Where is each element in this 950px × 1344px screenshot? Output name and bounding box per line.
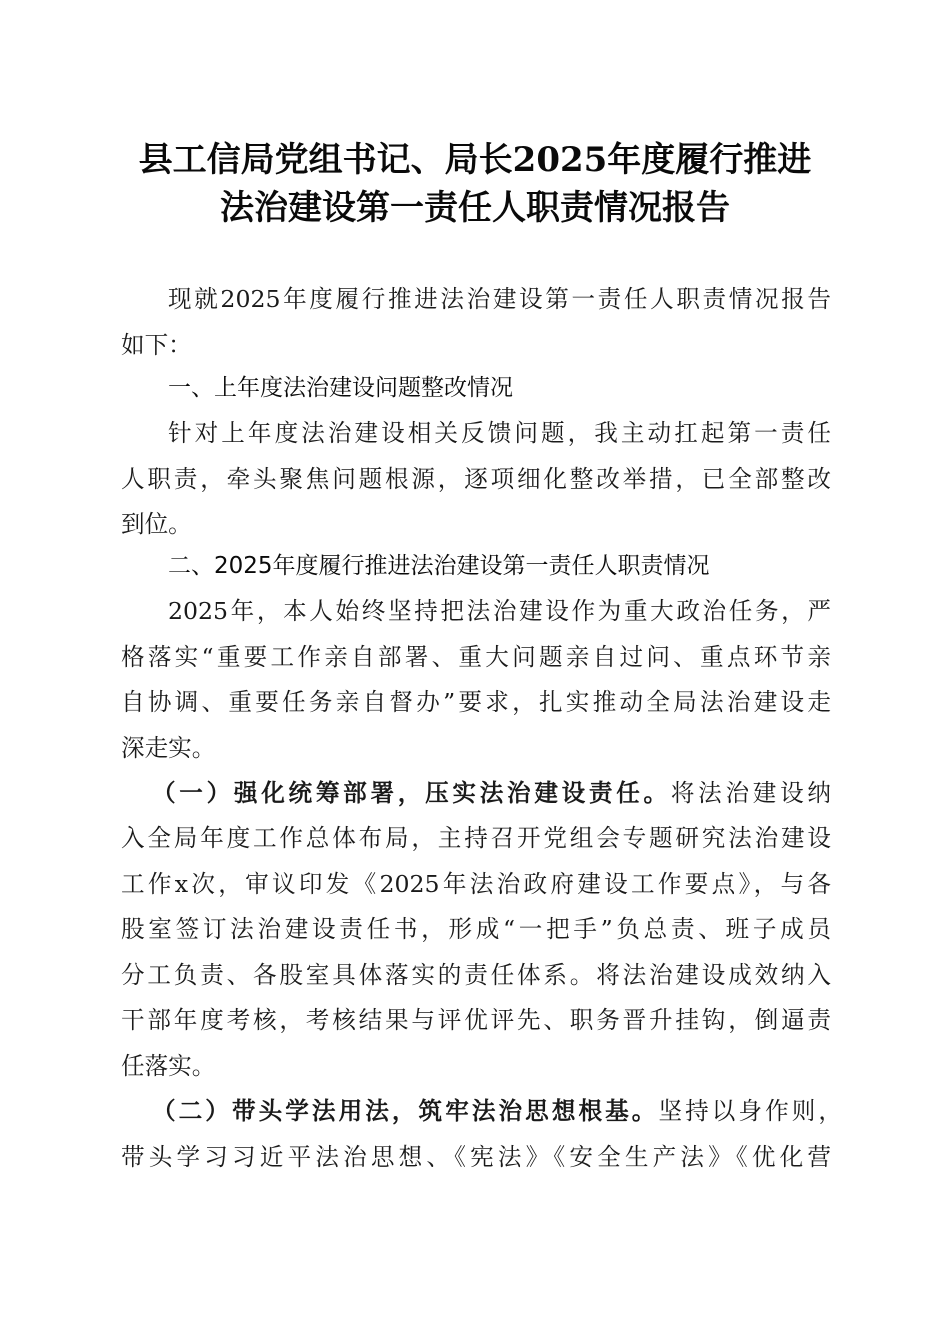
subsection-1-line-3: 工作x次，审议印发《2025年法治政府建设工作要点》，与各 bbox=[121, 870, 831, 898]
section-1-heading: 一、上年度法治建设问题整改情况 bbox=[168, 375, 513, 401]
document-title-line-1: 县工信局党组书记、局长2025年度履行推进 bbox=[138, 140, 812, 180]
subsection-1-line-4: 股室签订法治建设责任书，形成“一把手”负总责、班子成员 bbox=[121, 915, 831, 943]
section-2-line-2: 格落实“重要工作亲自部署、重大问题亲自过问、重点环节亲 bbox=[121, 643, 831, 671]
subsection-2-line-1 bbox=[152, 1096, 842, 1126]
section-2-line-1: 2025年，本人始终坚持把法治建设作为重大政治任务，严 bbox=[168, 597, 831, 625]
intro-line-2: 如下： bbox=[121, 331, 192, 359]
intro-line-1: 现就2025年度履行推进法治建设第一责任人职责情况报告 bbox=[168, 285, 831, 313]
subsection-1-line-7: 任落实。 bbox=[121, 1052, 216, 1080]
subsection-2-line-2: 带头学习习近平法治思想、《宪法》《安全生产法》《优化营 bbox=[121, 1143, 831, 1171]
subsection-1-line-1 bbox=[152, 778, 831, 808]
document-title-line-2: 法治建设第一责任人职责情况报告 bbox=[220, 188, 730, 228]
subsection-1-lead: （一）强化统筹部署，压实法治建设责任。 bbox=[152, 779, 671, 807]
section-2-line-4: 深走实。 bbox=[121, 734, 216, 762]
subsection-2-lead: （二）带头学法用法，筑牢法治思想根基。 bbox=[152, 1097, 659, 1125]
subsection-1-line-6: 干部年度考核，考核结果与评优评先、职务晋升挂钩，倒逼责 bbox=[121, 1006, 831, 1034]
subsection-1-first-rest: 将法治建设纳 bbox=[670, 779, 832, 807]
section-2-line-3: 自协调、重要任务亲自督办”要求，扎实推动全局法治建设走 bbox=[121, 688, 831, 716]
subsection-1-line-2: 入全局年度工作总体布局，主持召开党组会专题研究法治建设 bbox=[121, 824, 831, 852]
section-2-heading: 二、2025年度履行推进法治建设第一责任人职责情况 bbox=[168, 553, 710, 579]
section-1-line-1: 针对上年度法治建设相关反馈问题，我主动扛起第一责任 bbox=[168, 419, 831, 447]
subsection-1-line-5: 分工负责、各股室具体落实的责任体系。将法治建设成效纳入 bbox=[121, 961, 831, 989]
section-1-line-2: 人职责，牵头聚焦问题根源，逐项细化整改举措，已全部整改 bbox=[121, 465, 831, 493]
section-1-line-3: 到位。 bbox=[121, 510, 192, 538]
subsection-2-first-rest: 坚持以身作则， bbox=[658, 1097, 842, 1125]
